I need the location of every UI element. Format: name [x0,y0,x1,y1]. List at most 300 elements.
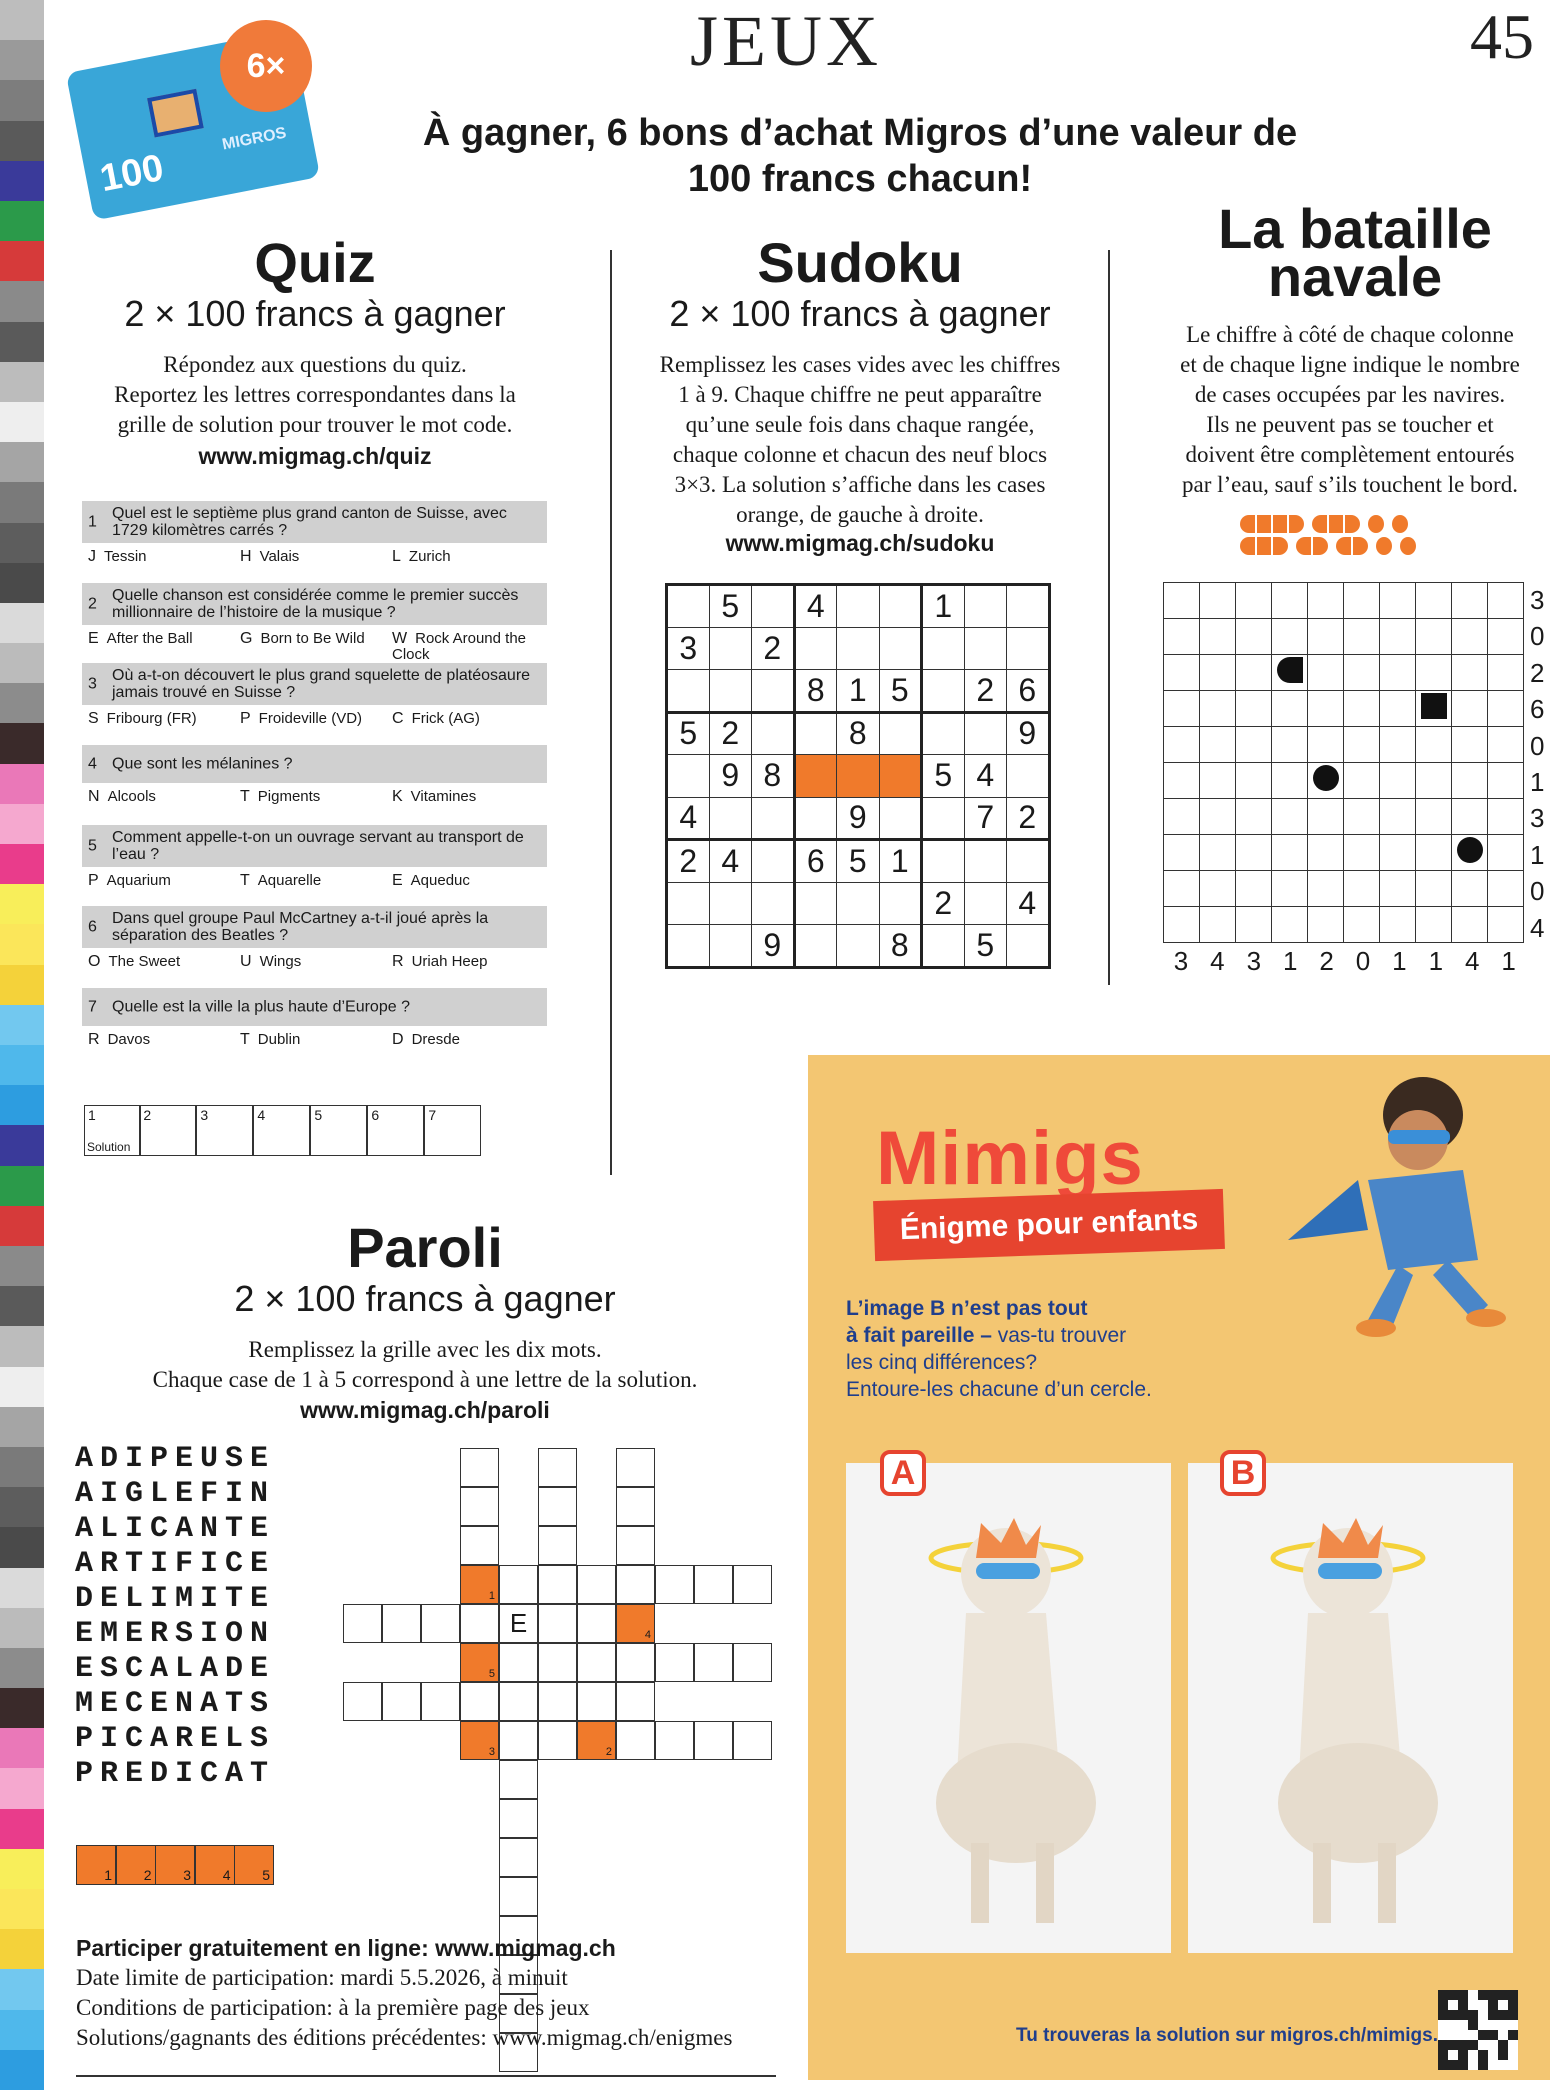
battleship-cell[interactable] [1236,691,1272,727]
sudoku-cell[interactable]: 4 [794,585,837,628]
battleship-cell[interactable] [1416,835,1452,871]
battleship-cell[interactable] [1200,583,1236,619]
paroli-cell[interactable] [499,1760,538,1799]
paroli-cell[interactable] [538,1682,577,1721]
battleship-desc-line: doivent être complètement entourés [1185,442,1515,467]
paroli-cell[interactable] [460,1448,499,1487]
sudoku-cell[interactable] [879,882,922,925]
battleship-cell[interactable] [1488,799,1524,835]
paroli-cell[interactable] [577,1721,616,1760]
sudoku-cell[interactable]: 7 [964,797,1007,840]
battleship-cell[interactable] [1164,907,1200,943]
option-text: Wings [259,953,302,970]
sudoku-cell[interactable] [922,670,965,713]
sudoku-cell[interactable] [752,882,795,925]
battleship-cell[interactable] [1416,727,1452,763]
battleship-cell[interactable] [1488,907,1524,943]
cell-number: 3 [488,1746,495,1758]
paroli-solution-cell[interactable] [155,1845,195,1885]
battleship-cell[interactable] [1344,835,1380,871]
sudoku-cell[interactable]: 2 [922,882,965,925]
battleship-cell[interactable] [1452,619,1488,655]
paroli-cell[interactable] [499,1682,538,1721]
sudoku-cell[interactable] [752,585,795,628]
battleship-cell[interactable] [1380,619,1416,655]
battleship-cell[interactable] [1308,583,1344,619]
question-number: 3 [88,675,97,693]
image-a[interactable] [846,1463,1171,1953]
paroli-cell[interactable] [694,1643,733,1682]
sudoku-cell[interactable]: 5 [837,840,880,883]
qr-code[interactable] [1438,1990,1518,2070]
battleship-cell[interactable] [1452,799,1488,835]
battleship-cell[interactable] [1488,619,1524,655]
paroli-cell[interactable] [538,1643,577,1682]
sudoku-cell[interactable] [709,882,752,925]
paroli-solution-cell[interactable] [234,1845,274,1885]
battleship-cell[interactable] [1344,799,1380,835]
battleship-cell[interactable] [1344,655,1380,691]
battleship-cell[interactable] [1488,727,1524,763]
sudoku-cell[interactable] [794,882,837,925]
battleship-cell[interactable] [1416,907,1452,943]
paroli-cell[interactable] [616,1487,655,1526]
answer-option[interactable] [240,873,390,889]
paroli-cell[interactable] [538,1448,577,1487]
sudoku-cell[interactable] [879,797,922,840]
sudoku-cell[interactable]: 2 [667,840,710,883]
battleship-cell[interactable] [1272,763,1308,799]
battleship-cell[interactable] [1236,619,1272,655]
sudoku-cell[interactable] [667,670,710,713]
sudoku-cell[interactable] [1007,925,1050,968]
answer-option[interactable] [392,711,542,727]
battleship-cell[interactable] [1164,871,1200,907]
solution-cell[interactable] [196,1105,253,1156]
paroli-cell[interactable] [538,1721,577,1760]
battleship-cell[interactable] [1200,799,1236,835]
battleship-cell[interactable] [1380,871,1416,907]
battleship-cell[interactable] [1344,907,1380,943]
battleship-cell[interactable] [1452,655,1488,691]
battleship-cell[interactable] [1236,727,1272,763]
sudoku-cell[interactable] [709,670,752,713]
color-swatch [0,683,44,724]
paroli-solution-cell[interactable] [116,1845,156,1885]
paroli-cell[interactable] [577,1643,616,1682]
quiz-url[interactable]: www.migmag.ch/quiz [198,443,432,469]
row-count: 1 [1530,839,1545,870]
sudoku-cell[interactable] [794,925,837,968]
battleship-cell[interactable] [1200,835,1236,871]
sudoku-url[interactable]: www.migmag.ch/sudoku [725,530,995,556]
battleship-cell[interactable] [1272,799,1308,835]
sudoku-cell[interactable]: 4 [667,797,710,840]
battleship-cell[interactable] [1200,619,1236,655]
sudoku-cell[interactable] [879,627,922,670]
battleship-cell[interactable] [1452,727,1488,763]
sudoku-cell[interactable]: 8 [752,755,795,798]
battleship-cell[interactable] [1164,799,1200,835]
battleship-cell[interactable] [1200,871,1236,907]
color-swatch [0,1286,44,1327]
battleship-cell[interactable] [1344,727,1380,763]
paroli-solution-cell[interactable] [76,1845,116,1885]
sudoku-cell[interactable]: 9 [709,755,752,798]
solution-cell[interactable] [424,1105,481,1156]
paroli-cell[interactable] [733,1721,772,1760]
battleship-cell[interactable] [1416,763,1452,799]
sudoku-cell[interactable] [794,627,837,670]
battleship-cell[interactable] [1344,583,1380,619]
battleship-cell[interactable] [1488,763,1524,799]
paroli-cell[interactable] [460,1565,499,1604]
battleship-cell[interactable] [1164,583,1200,619]
paroli-cell[interactable] [343,1604,382,1643]
paroli-cell[interactable] [499,1604,538,1643]
sudoku-cell[interactable] [922,627,965,670]
option-letter: P [240,710,251,727]
color-swatch [0,1206,44,1247]
answer-option[interactable] [392,631,542,663]
option-text: Dublin [257,1031,301,1048]
battleship-cell[interactable] [1344,871,1380,907]
image-b[interactable] [1188,1463,1513,1953]
mimigs-solution-link[interactable]: Tu trouveras la solution sur migros.ch/mimigs. [1016,2025,1438,2046]
sudoku-cell[interactable] [964,840,1007,883]
sudoku-cell[interactable]: 4 [1007,882,1050,925]
sudoku-cell[interactable]: 1 [922,585,965,628]
battleship-cell[interactable] [1416,655,1452,691]
paroli-cell[interactable] [655,1565,694,1604]
battleship-cell[interactable] [1380,835,1416,871]
answer-option[interactable] [88,711,238,727]
battleship-cell[interactable] [1272,583,1308,619]
sudoku-cell[interactable] [794,797,837,840]
battleship-cell[interactable] [1380,907,1416,943]
battleship-cell[interactable] [1272,727,1308,763]
battleship-cell[interactable] [1452,691,1488,727]
answer-option[interactable] [392,873,542,889]
quiz-description [70,350,560,440]
battleship-cell[interactable] [1236,799,1272,835]
sudoku-cell[interactable] [837,925,880,968]
battleship-cell[interactable] [1308,727,1344,763]
option-text: Tessin [104,548,147,565]
sudoku-cell[interactable] [794,712,837,755]
sudoku-cell[interactable]: 5 [709,585,752,628]
sudoku-cell[interactable]: 3 [667,627,710,670]
solution-cell[interactable] [84,1105,141,1156]
sudoku-cell[interactable] [794,755,837,798]
sudoku-cell[interactable]: 8 [794,670,837,713]
solution-cell-number: 6 [371,1107,380,1123]
sudoku-cell[interactable]: 5 [922,755,965,798]
battleship-cell[interactable] [1488,655,1524,691]
sudoku-cell[interactable]: 5 [964,925,1007,968]
answer-option[interactable] [240,549,390,565]
sudoku-cell[interactable] [964,712,1007,755]
sudoku-cell[interactable] [879,712,922,755]
battleship-cell[interactable] [1380,655,1416,691]
sudoku-cell[interactable] [964,585,1007,628]
solution-cell[interactable] [253,1105,310,1156]
sudoku-cell[interactable] [922,797,965,840]
sudoku-cell[interactable] [667,882,710,925]
sudoku-cell[interactable]: 4 [709,840,752,883]
paroli-cell[interactable] [499,1838,538,1877]
sudoku-cell[interactable] [752,670,795,713]
paroli-cell[interactable] [460,1643,499,1682]
battleship-cell[interactable] [1272,655,1308,691]
sudoku-cell[interactable]: 2 [1007,797,1050,840]
paroli-cell[interactable] [499,1799,538,1838]
battleship-cell[interactable] [1416,619,1452,655]
paroli-cell[interactable] [538,1604,577,1643]
sudoku-cell[interactable] [667,925,710,968]
answer-options [82,954,552,988]
battleship-cell[interactable] [1236,655,1272,691]
paroli-cell[interactable] [382,1682,421,1721]
battleship-cell[interactable] [1272,691,1308,727]
footer-solutions: Solutions/gagnants des éditions précédentes: www.migmag.ch/enigmes [76,2025,733,2050]
sudoku-cell[interactable] [667,755,710,798]
color-swatch [0,1889,44,1930]
sudoku-cell[interactable]: 1 [837,670,880,713]
sudoku-cell[interactable] [837,585,880,628]
llama-b-picture [1188,1463,1513,1953]
sudoku-cell[interactable] [709,627,752,670]
battleship-cell[interactable] [1236,871,1272,907]
solution-cell[interactable] [367,1105,424,1156]
paroli-cell[interactable] [421,1682,460,1721]
sudoku-cell[interactable]: 5 [667,712,710,755]
paroli-cell[interactable] [538,1487,577,1526]
paroli-cell[interactable] [499,1565,538,1604]
battleship-cell[interactable] [1200,907,1236,943]
sudoku-cell[interactable]: 6 [1007,670,1050,713]
answer-option[interactable] [240,954,390,970]
sudoku-cell[interactable] [709,797,752,840]
paroli-cell[interactable] [499,1721,538,1760]
battleship-cell[interactable] [1380,691,1416,727]
answer-option[interactable] [392,954,542,970]
battleship-cell[interactable] [1272,871,1308,907]
answer-option[interactable] [240,789,390,805]
battleship-cell[interactable] [1308,619,1344,655]
battleship-cell[interactable] [1344,763,1380,799]
battleship-cell[interactable] [1164,835,1200,871]
answer-option[interactable] [88,549,238,565]
paroli-cell[interactable] [460,1721,499,1760]
sudoku-cell[interactable] [879,585,922,628]
sudoku-cell[interactable] [1007,585,1050,628]
sudoku-cell[interactable]: 9 [1007,712,1050,755]
sudoku-cell[interactable] [837,755,880,798]
battleship-cell[interactable] [1308,907,1344,943]
sudoku-cell[interactable] [667,585,710,628]
answer-option[interactable] [240,631,390,647]
sudoku-cell[interactable] [922,840,965,883]
battleship-cell[interactable] [1380,583,1416,619]
battleship-cell[interactable] [1344,691,1380,727]
battleship-cell[interactable] [1416,799,1452,835]
sudoku-cell[interactable] [922,925,965,968]
paroli-url[interactable]: www.migmag.ch/paroli [300,1397,550,1423]
sudoku-cell[interactable]: 2 [709,712,752,755]
answer-options [82,789,552,823]
battleship-cell[interactable] [1488,871,1524,907]
sudoku-cell[interactable]: 2 [964,670,1007,713]
sudoku-cell[interactable] [1007,840,1050,883]
col-count: 1 [1501,946,1516,976]
answer-option[interactable] [88,789,238,805]
sudoku-cell[interactable] [1007,755,1050,798]
sudoku-cell[interactable]: 6 [794,840,837,883]
sudoku-cell[interactable] [1007,627,1050,670]
color-swatch [0,764,44,805]
paroli-cell[interactable] [460,1682,499,1721]
sudoku-cell[interactable]: 8 [879,925,922,968]
battleship-cell[interactable] [1452,583,1488,619]
sudoku-cell[interactable]: 2 [752,627,795,670]
battleship-cell[interactable] [1200,691,1236,727]
battleship-desc-line: de cases occupées par les navires. [1194,382,1506,407]
battleship-cell[interactable] [1380,727,1416,763]
battleship-cell[interactable] [1272,907,1308,943]
sudoku-cell[interactable] [922,712,965,755]
paroli-cell[interactable] [460,1526,499,1565]
battleship-cell[interactable] [1308,655,1344,691]
battleship-cell[interactable] [1200,727,1236,763]
battleship-cell[interactable] [1164,655,1200,691]
battleship-cell[interactable] [1380,763,1416,799]
battleship-cell[interactable] [1416,871,1452,907]
sudoku-cell[interactable] [964,882,1007,925]
battleship-cell[interactable] [1236,763,1272,799]
paroli-cell[interactable] [655,1721,694,1760]
battleship-cell[interactable] [1200,763,1236,799]
battleship-cell[interactable] [1308,691,1344,727]
battleship-cell[interactable] [1236,835,1272,871]
battleship-cell[interactable] [1164,619,1200,655]
sudoku-cell[interactable]: 4 [964,755,1007,798]
battleship-cell[interactable] [1488,583,1524,619]
battleship-cell[interactable] [1344,619,1380,655]
sudoku-cell[interactable] [752,840,795,883]
paroli-cell[interactable] [616,1526,655,1565]
footer-online[interactable]: Participer gratuitement en ligne: www.migmag.ch [76,1935,616,1961]
sudoku-cell[interactable] [837,882,880,925]
sudoku-cell[interactable] [752,712,795,755]
battleship-cell[interactable] [1236,583,1272,619]
paroli-cell[interactable] [733,1565,772,1604]
paroli-cell[interactable] [460,1487,499,1526]
paroli-solution-cell[interactable] [195,1845,235,1885]
battleship-cell[interactable] [1272,619,1308,655]
sudoku-cell[interactable] [752,797,795,840]
paroli-cell[interactable] [616,1721,655,1760]
battleship-cell[interactable] [1452,835,1488,871]
paroli-cell[interactable] [616,1565,655,1604]
paroli-cell[interactable] [694,1721,733,1760]
paroli-cell[interactable] [577,1565,616,1604]
paroli-cell[interactable] [382,1604,421,1643]
paroli-cell[interactable] [577,1682,616,1721]
battleship-cell[interactable] [1380,799,1416,835]
sudoku-cell[interactable]: 8 [837,712,880,755]
paroli-cell[interactable] [616,1604,655,1643]
battleship-cell[interactable] [1488,691,1524,727]
sudoku-cell[interactable]: 9 [837,797,880,840]
paroli-cell[interactable] [499,1877,538,1916]
paroli-cell[interactable] [577,1604,616,1643]
battleship-cell[interactable] [1200,655,1236,691]
answer-option[interactable] [392,549,542,565]
battleship-cell[interactable] [1416,583,1452,619]
paroli-cell[interactable] [343,1682,382,1721]
battleship-cell[interactable] [1488,835,1524,871]
paroli-cell[interactable] [460,1604,499,1643]
solution-cell[interactable] [310,1105,367,1156]
paroli-cell[interactable] [538,1526,577,1565]
answer-option[interactable] [88,631,238,647]
battleship-cell[interactable] [1164,763,1200,799]
battleship-cell[interactable] [1272,835,1308,871]
battleship-cell[interactable] [1236,907,1272,943]
answer-option[interactable] [88,954,238,970]
battleship-cell[interactable] [1308,763,1344,799]
paroli-cell[interactable] [538,1565,577,1604]
answer-option[interactable] [88,1032,238,1048]
paroli-cell[interactable] [421,1604,460,1643]
answer-option[interactable] [392,1032,542,1048]
answer-options [82,873,552,907]
sudoku-cell[interactable] [879,755,922,798]
solution-cell[interactable] [139,1105,196,1156]
battleship-cell[interactable] [1308,835,1344,871]
sudoku-cell[interactable] [709,925,752,968]
color-swatch [0,80,44,121]
option-text: Vitamines [410,788,477,805]
battleship-cell[interactable] [1416,691,1452,727]
battleship-cell[interactable] [1452,871,1488,907]
sudoku-cell[interactable] [964,627,1007,670]
battleship-cell[interactable] [1308,799,1344,835]
battleship-cell[interactable] [1452,763,1488,799]
answer-option[interactable] [88,873,238,889]
paroli-cell[interactable] [616,1682,655,1721]
answer-option[interactable] [392,789,542,805]
battleship-cell[interactable] [1308,871,1344,907]
battleship-cell[interactable] [1452,907,1488,943]
color-swatch [0,1125,44,1166]
answer-option[interactable] [240,711,390,727]
answer-option[interactable] [240,1032,390,1048]
sudoku-cell[interactable]: 9 [752,925,795,968]
paroli-cell[interactable] [655,1643,694,1682]
battleship-cell[interactable] [1164,691,1200,727]
paroli-cell[interactable] [694,1565,733,1604]
sudoku-cell[interactable] [837,627,880,670]
paroli-cell[interactable] [499,1643,538,1682]
paroli-cell[interactable] [733,1643,772,1682]
paroli-cell[interactable] [616,1448,655,1487]
sudoku-cell[interactable]: 1 [879,840,922,883]
sudoku-cell[interactable]: 5 [879,670,922,713]
paroli-cell[interactable] [616,1643,655,1682]
battleship-cell[interactable] [1164,727,1200,763]
